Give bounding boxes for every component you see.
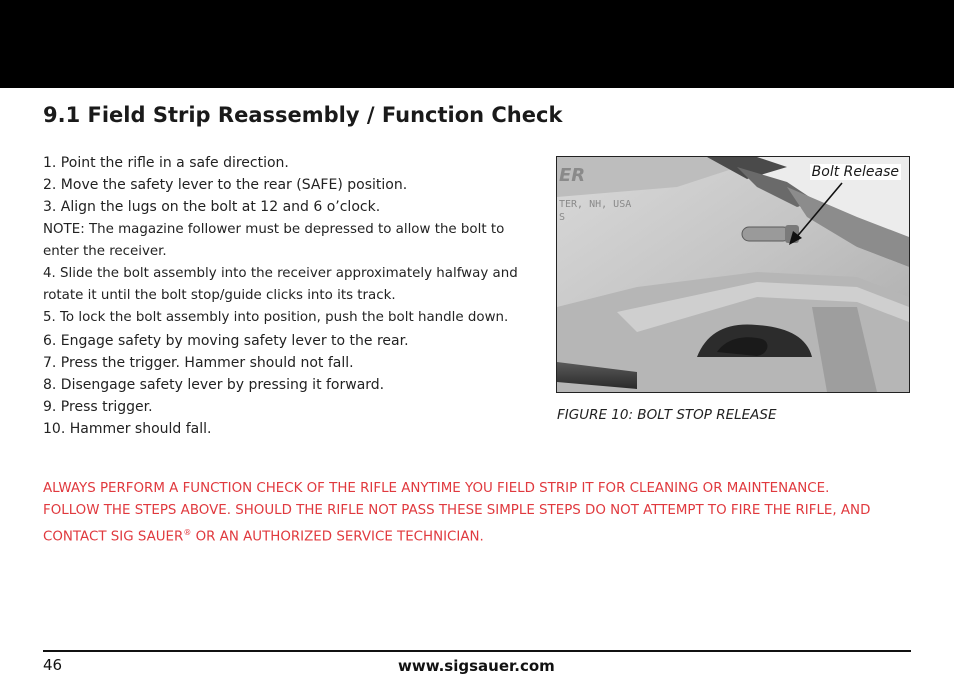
engraving-text: ER xyxy=(559,165,586,186)
list-item: 2. Move the safety lever to the rear (SAFE) position. xyxy=(43,177,408,194)
header-band xyxy=(0,0,954,88)
figure-bolt-stop-release xyxy=(556,156,910,393)
list-item: 9. Press trigger. xyxy=(43,399,153,416)
instruction-list xyxy=(43,152,543,441)
figure-caption: FIGURE 10: BOLT STOP RELEASE xyxy=(557,407,777,423)
warning-text xyxy=(43,478,923,548)
note-line: enter the receiver. xyxy=(43,243,167,259)
list-item: 5. To lock the bolt assembly into position, push the bolt handle down. xyxy=(43,310,509,326)
warning-line: FOLLOW THE STEPS ABOVE. SHOULD THE RIFLE NOT PASS THESE SIMPLE STEPS DO NOT ATTEMPT TO FIRE THE RIFLE, AND xyxy=(43,503,871,518)
registered-mark: ® xyxy=(183,528,192,537)
engraving-text: TER, NH, USA xyxy=(559,199,632,210)
rifle-receiver-illustration xyxy=(557,157,909,392)
list-item: 8. Disengage safety lever by pressing it forward. xyxy=(43,377,385,394)
list-item: 6. Engage safety by moving safety lever to the rear. xyxy=(43,332,409,349)
list-item: 4. Slide the bolt assembly into the receiver approximately halfway and xyxy=(43,266,518,282)
warning-line-text: OR AN AUTHORIZED SERVICE TECHNICIAN. xyxy=(191,529,484,545)
list-item: 1. Point the rifle in a safe direction. xyxy=(43,155,289,171)
warning-line-text: CONTACT SIG SAUER xyxy=(43,529,184,545)
callout-label: Bolt Release xyxy=(811,164,899,180)
list-item: 10. Hammer should fall. xyxy=(43,421,212,438)
warning-line: ALWAYS PERFORM A FUNCTION CHECK OF THE RIFLE ANYTIME YOU FIELD STRIP IT FOR CLEANING OR MAINTENANCE. xyxy=(43,481,830,496)
page-number: 46 xyxy=(43,656,63,674)
page-title: 9.1 Field Strip Reassembly / Function Check xyxy=(43,103,563,127)
website-url: www.sigsauer.com xyxy=(398,657,555,675)
footer-divider xyxy=(43,650,911,652)
engraving-text: S xyxy=(559,212,566,223)
list-item: rotate it until the bolt stop/guide clicks into its track. xyxy=(43,288,396,304)
list-item: 3. Align the lugs on the bolt at 12 and 6 o’clock. xyxy=(43,199,381,216)
warning-line xyxy=(43,522,923,548)
list-item: 7. Press the trigger. Hammer should not fall. xyxy=(43,354,354,371)
note-line: NOTE: The magazine follower must be depressed to allow the bolt to xyxy=(43,221,505,237)
